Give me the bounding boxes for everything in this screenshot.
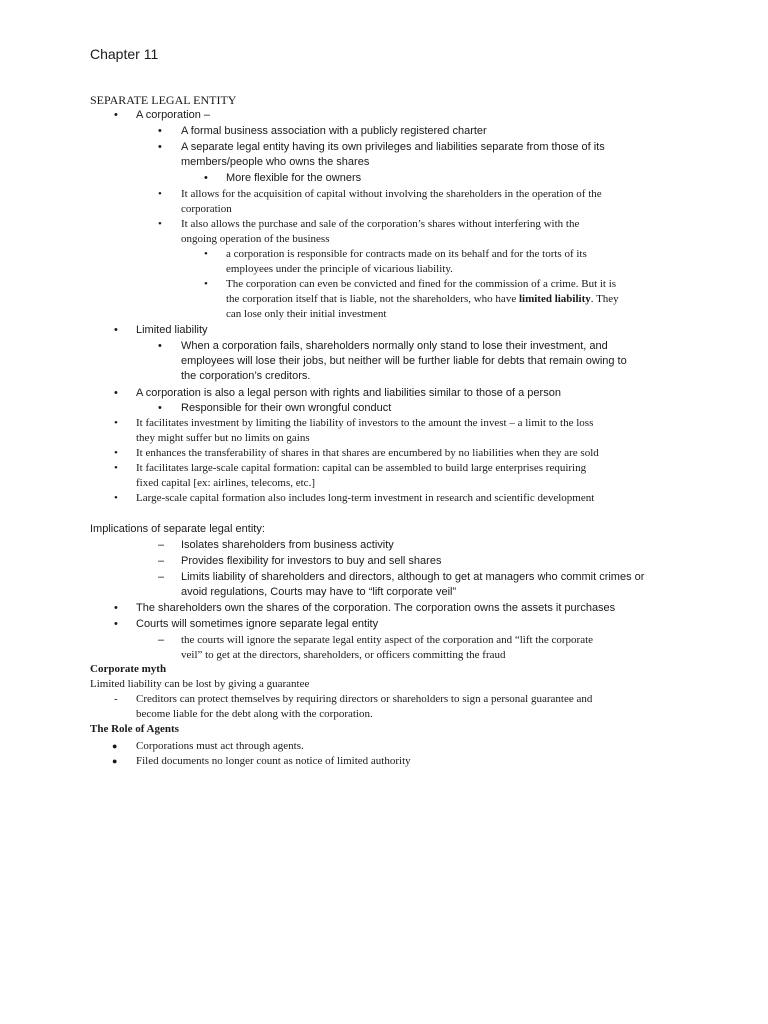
- dash-marker: –: [158, 555, 165, 567]
- bold-term: limited liability: [518, 293, 591, 305]
- bullet-marker: •: [114, 417, 118, 429]
- bullet-marker: •: [158, 340, 162, 352]
- list-item: More flexible for the owners: [226, 172, 362, 184]
- list-item: Responsible for their own wrongful conduct: [181, 402, 392, 414]
- hyphen-marker: -: [114, 693, 118, 705]
- list-item: It facilitates investment by limiting the liability of investors to the amount the invest – a limit to the loss: [136, 417, 594, 429]
- text-run: . They: [590, 293, 619, 305]
- dash-marker: –: [158, 539, 165, 551]
- list-item-continued: employees will lose their jobs, but neither will be further liable for debts that remain owing to: [181, 355, 627, 367]
- dash-marker: –: [158, 571, 165, 583]
- list-item: The corporation can even be convicted and fined for the commission of a crime. But it is: [226, 278, 617, 290]
- list-item: It facilitates large-scale capital formation: capital can be assembled to build large enterprises requiring: [136, 462, 587, 474]
- myth-line: Limited liability can be lost by giving a guarantee: [90, 678, 310, 690]
- list-item: Large-scale capital formation also includes long-term investment in research and scientific development: [136, 492, 595, 504]
- list-item: Courts will sometimes ignore separate legal entity: [136, 618, 379, 630]
- list-item: Corporations must act through agents.: [136, 740, 304, 752]
- list-item: When a corporation fails, shareholders normally only stand to lose their investment, and: [181, 340, 608, 352]
- list-item: the courts will ignore the separate legal entity aspect of the corporation and “lift the corporate: [181, 634, 594, 646]
- list-item-continued: avoid regulations, Courts may have to “lift corporate veil”: [181, 586, 457, 598]
- bullet-marker: •: [114, 324, 118, 336]
- list-item-continued: become liable for the debt along with the corporation.: [136, 708, 373, 720]
- dash-marker: –: [158, 634, 165, 646]
- bullet-marker: •: [158, 141, 162, 153]
- list-item-continued: [226, 292, 619, 307]
- bullet-marker: •: [114, 462, 118, 474]
- list-item: A formal business association with a publicly registered charter: [181, 125, 487, 137]
- list-item: Creditors can protect themselves by requiring directors or shareholders to sign a personal guarantee and: [136, 693, 593, 705]
- agents-title: The Role of Agents: [90, 723, 179, 735]
- list-item: Filed documents no longer count as notice of limited authority: [136, 755, 411, 767]
- bullet-marker: •: [114, 387, 118, 399]
- list-item-continued: veil” to get at the directors, shareholders, or officers committing the fraud: [181, 649, 506, 661]
- implications-title: Implications of separate legal entity:: [90, 523, 265, 535]
- text-run: the corporation itself that is liable, not the shareholders, who have: [226, 293, 519, 305]
- list-item-continued: can lose only their initial investment: [226, 308, 387, 320]
- list-item: The shareholders own the shares of the corporation. The corporation owns the assets it purchases: [136, 602, 616, 614]
- myth-title: Corporate myth: [90, 663, 167, 675]
- bullet-marker: •: [158, 402, 162, 414]
- bullet-marker: •: [114, 618, 118, 630]
- list-item: Limits liability of shareholders and directors, although to get at managers who commit crimes or: [181, 571, 645, 583]
- list-item: A corporation is also a legal person with rights and liabilities similar to those of a person: [136, 387, 561, 399]
- list-item-continued: fixed capital [ex: airlines, telecoms, etc.]: [136, 477, 315, 489]
- list-item: It enhances the transferability of shares in that shares are encumbered by no liabilities when they are sold: [136, 447, 599, 459]
- list-item: Provides flexibility for investors to buy and sell shares: [181, 555, 442, 567]
- corporation-label: A corporation –: [136, 109, 210, 121]
- dot-marker: ●: [112, 741, 118, 751]
- list-item: Limited liability: [136, 324, 208, 336]
- bullet-marker: •: [114, 602, 118, 614]
- bullet-marker: •: [158, 218, 162, 230]
- chapter-heading: Chapter 11: [90, 46, 159, 62]
- bullet-marker: •: [204, 172, 208, 184]
- list-item-continued: employees under the principle of vicarious liability.: [226, 263, 453, 275]
- dot-marker: ●: [112, 756, 118, 766]
- bullet-marker: •: [158, 125, 162, 137]
- bullet-marker: •: [158, 188, 162, 200]
- list-item-continued: the corporation’s creditors.: [181, 370, 311, 382]
- section-title: SEPARATE LEGAL ENTITY: [90, 93, 237, 107]
- bullet-marker: •: [204, 248, 208, 260]
- list-item-continued: members/people who owns the shares: [181, 156, 370, 168]
- list-item-continued: they might suffer but no limits on gains: [136, 432, 310, 444]
- list-item: A separate legal entity having its own privileges and liabilities separate from those of its: [181, 141, 605, 153]
- list-item-continued: ongoing operation of the business: [181, 233, 330, 245]
- list-item: a corporation is responsible for contracts made on its behalf and for the torts of its: [226, 248, 587, 260]
- list-item: Isolates shareholders from business activity: [181, 539, 394, 551]
- bullet-marker: •: [114, 492, 118, 504]
- bullet-marker: •: [114, 447, 118, 459]
- bullet-marker: •: [114, 109, 118, 121]
- bullet-marker: •: [204, 278, 208, 290]
- list-item-continued: corporation: [181, 203, 232, 215]
- list-item: It also allows the purchase and sale of the corporation’s shares without interfering with the: [181, 218, 580, 230]
- list-item: It allows for the acquisition of capital without involving the shareholders in the operation of the: [181, 188, 602, 200]
